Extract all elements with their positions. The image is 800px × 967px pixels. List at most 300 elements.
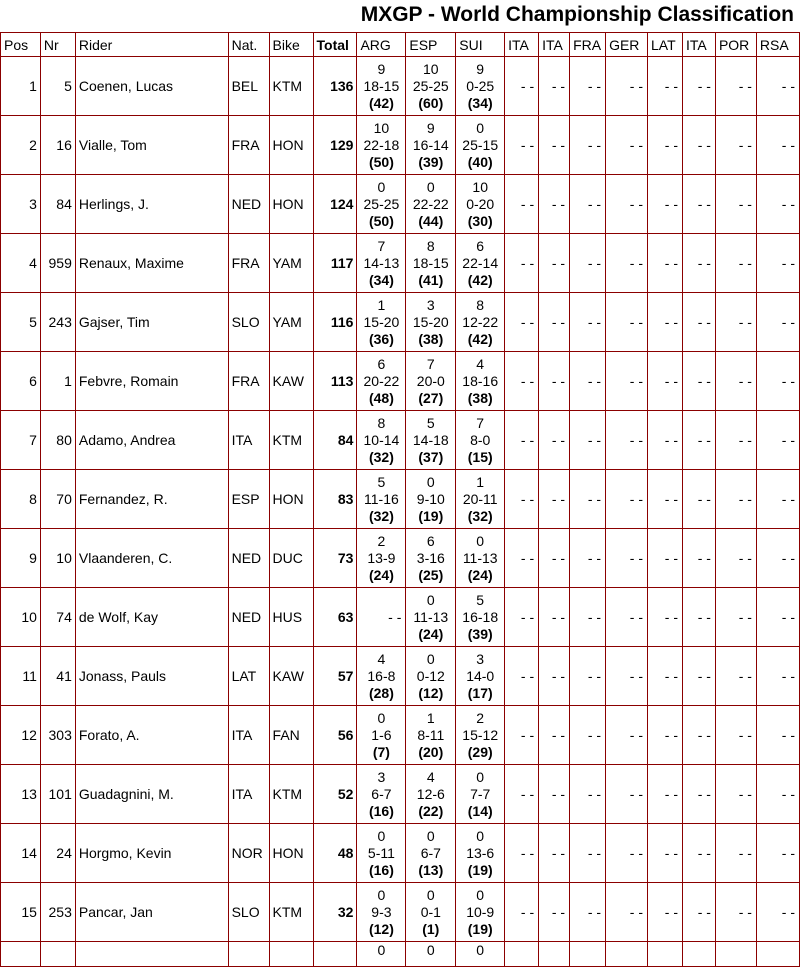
race-rank: 8 <box>426 237 435 254</box>
heat-points: 0-1 <box>420 903 441 920</box>
future-race-cell: - - <box>682 352 715 411</box>
race-rank: 0 <box>476 119 485 136</box>
race-result-cell <box>406 470 456 529</box>
column-header: ITA <box>682 33 715 57</box>
empty-cell <box>40 942 75 967</box>
heat-points: 20-0 <box>416 372 445 389</box>
race-result-cell <box>456 293 505 352</box>
race-points: (38) <box>418 330 444 347</box>
pos-cell: 1 <box>1 57 41 116</box>
future-race-cell: - - <box>682 883 715 942</box>
race-rank: 9 <box>426 119 435 136</box>
heat-points: 15-20 <box>363 313 400 330</box>
bike-cell: KTM <box>269 765 313 824</box>
race-result-cell <box>456 883 505 942</box>
number-cell: 74 <box>40 588 75 647</box>
pos-cell: 6 <box>1 352 41 411</box>
race-points: (32) <box>368 448 394 465</box>
race-result-cell <box>357 529 406 588</box>
race-points: (12) <box>368 920 394 937</box>
pos-cell: 10 <box>1 588 41 647</box>
future-race-cell: - - <box>539 883 570 942</box>
heat-points: 11-13 <box>462 549 498 566</box>
race-rank: 7 <box>476 414 485 431</box>
race-points: (29) <box>467 743 493 760</box>
future-race-cell: - - <box>606 706 648 765</box>
future-race-cell: - - <box>648 470 683 529</box>
future-race-cell: - - <box>756 175 799 234</box>
race-result-cell <box>357 647 406 706</box>
heat-points: 8-11 <box>417 726 445 743</box>
future-race-cell: - - <box>570 470 606 529</box>
race-points: (48) <box>368 389 394 406</box>
race-points: (60) <box>418 94 444 111</box>
future-race-cell: - - <box>570 234 606 293</box>
rider-cell: Herlings, J. <box>75 175 228 234</box>
race-result-cell <box>357 824 406 883</box>
future-race-cell: - - <box>756 883 799 942</box>
column-header: Total <box>313 33 357 57</box>
future-race-cell: - - <box>715 883 756 942</box>
future-race-cell: - - <box>682 765 715 824</box>
total-cell: 57 <box>313 647 357 706</box>
heat-points: 16-8 <box>367 667 396 684</box>
future-race-cell: - - <box>715 293 756 352</box>
empty-cell <box>756 942 799 967</box>
future-race-cell: - - <box>648 765 683 824</box>
race-points: (34) <box>467 94 493 111</box>
race-points: (30) <box>467 212 493 229</box>
nationality-cell: ITA <box>228 411 269 470</box>
pos-cell: 11 <box>1 647 41 706</box>
race-rank: 0 <box>426 178 435 195</box>
future-race-cell: - - <box>539 706 570 765</box>
bike-cell: KTM <box>269 883 313 942</box>
nationality-cell: SLO <box>228 883 269 942</box>
future-race-cell: - - <box>715 706 756 765</box>
future-race-cell: - - <box>715 470 756 529</box>
future-race-cell: - - <box>756 116 799 175</box>
race-points: (19) <box>467 920 493 937</box>
heat-points: 0-20 <box>466 195 495 212</box>
race-result-cell <box>406 411 456 470</box>
future-race-cell: - - <box>539 529 570 588</box>
future-race-cell: - - <box>606 411 648 470</box>
table-row <box>1 824 800 883</box>
future-race-cell: - - <box>756 57 799 116</box>
table-row <box>1 529 800 588</box>
heat-points: 6-7 <box>420 844 441 861</box>
empty-cell <box>228 942 269 967</box>
heat-points: 20-11 <box>462 490 498 507</box>
race-rank: 3 <box>377 768 386 785</box>
race-rank: 8 <box>476 296 485 313</box>
race-rank: 0 <box>426 942 435 958</box>
race-result-cell <box>357 883 406 942</box>
race-result-cell <box>456 116 505 175</box>
future-race-cell: - - <box>756 588 799 647</box>
pos-cell: 4 <box>1 234 41 293</box>
future-race-cell: - - <box>570 706 606 765</box>
empty-cell <box>505 942 539 967</box>
table-row <box>1 647 800 706</box>
race-points: (40) <box>467 153 493 170</box>
future-race-cell: - - <box>539 57 570 116</box>
race-points: (42) <box>467 271 493 288</box>
future-race-cell: - - <box>570 529 606 588</box>
race-rank: 1 <box>426 709 435 726</box>
heat-points: 15-12 <box>462 726 499 743</box>
race-points: (37) <box>418 448 444 465</box>
race-points: (42) <box>368 94 394 111</box>
nationality-cell: FRA <box>228 116 269 175</box>
future-race-cell: - - <box>606 588 648 647</box>
future-race-cell: - - <box>539 470 570 529</box>
race-result-cell <box>406 765 456 824</box>
race-rank: 9 <box>377 60 386 77</box>
race-result-cell <box>406 529 456 588</box>
race-points: (12) <box>418 684 444 701</box>
future-race-cell: - - <box>715 765 756 824</box>
race-result-cell <box>406 706 456 765</box>
race-points: (14) <box>467 802 493 819</box>
race-rank: 0 <box>377 709 386 726</box>
nationality-cell: FRA <box>228 234 269 293</box>
bike-cell: KAW <box>269 352 313 411</box>
future-race-cell: - - <box>756 234 799 293</box>
race-points: (19) <box>418 507 444 524</box>
race-rank: 0 <box>476 827 485 844</box>
bike-cell: KTM <box>269 57 313 116</box>
table-row <box>1 175 800 234</box>
nationality-cell: FRA <box>228 352 269 411</box>
race-result-cell <box>456 175 505 234</box>
race-result-cell <box>456 647 505 706</box>
race-points: (34) <box>368 271 394 288</box>
future-race-cell: - - <box>648 706 683 765</box>
pos-cell: 8 <box>1 470 41 529</box>
race-points: (38) <box>467 389 493 406</box>
future-race-cell: - - <box>648 588 683 647</box>
future-race-cell: - - <box>539 647 570 706</box>
race-result-cell <box>357 293 406 352</box>
race-result-cell <box>456 824 505 883</box>
empty-cell <box>269 942 313 967</box>
table-row <box>1 470 800 529</box>
table-row <box>1 293 800 352</box>
rider-cell: Vlaanderen, C. <box>75 529 228 588</box>
heat-points: 20-22 <box>363 372 400 389</box>
heat-points: 9-10 <box>416 490 445 507</box>
race-points: (17) <box>467 684 493 701</box>
table-row <box>1 411 800 470</box>
race-points: (24) <box>418 625 444 642</box>
heat-points: 18-15 <box>363 77 400 94</box>
future-race-cell: - - <box>505 116 539 175</box>
future-race-cell: - - <box>648 234 683 293</box>
rider-cell: Vialle, Tom <box>75 116 228 175</box>
number-cell: 70 <box>40 470 75 529</box>
rider-cell: Forato, A. <box>75 706 228 765</box>
future-race-cell: - - <box>756 470 799 529</box>
race-points: (20) <box>418 743 444 760</box>
pos-cell: 7 <box>1 411 41 470</box>
nationality-cell: NED <box>228 175 269 234</box>
table-row <box>1 57 800 116</box>
race-rank: 0 <box>377 178 386 195</box>
future-race-cell: - - <box>682 706 715 765</box>
empty-cell <box>682 942 715 967</box>
future-race-cell: - - <box>682 175 715 234</box>
empty-cell <box>570 942 606 967</box>
future-race-cell: - - <box>682 116 715 175</box>
future-race-cell: - - <box>756 706 799 765</box>
future-race-cell: - - <box>606 765 648 824</box>
heat-points: 22-18 <box>363 136 400 153</box>
pos-cell: 14 <box>1 824 41 883</box>
future-race-cell: - - <box>505 647 539 706</box>
heat-points: 9-3 <box>371 903 392 920</box>
future-race-cell: - - <box>715 647 756 706</box>
race-result-cell <box>357 175 406 234</box>
race-result-cell <box>456 234 505 293</box>
race-points: (19) <box>467 861 493 878</box>
future-race-cell: - - <box>505 470 539 529</box>
future-race-cell: - - <box>539 765 570 824</box>
nationality-cell: LAT <box>228 647 269 706</box>
column-header: ESP <box>406 33 456 57</box>
race-rank: 0 <box>426 886 435 903</box>
future-race-cell: - - <box>715 824 756 883</box>
empty-race-cell: - - <box>357 588 406 647</box>
number-cell: 16 <box>40 116 75 175</box>
nationality-cell: ESP <box>228 470 269 529</box>
heat-points: 11-16 <box>364 490 399 507</box>
race-points: (39) <box>467 625 493 642</box>
heat-points: 5-11 <box>367 844 395 861</box>
race-points: (7) <box>372 743 390 760</box>
table-row <box>1 706 800 765</box>
race-rank: 0 <box>426 591 435 608</box>
bike-cell: KAW <box>269 647 313 706</box>
future-race-cell: - - <box>570 175 606 234</box>
race-points: (13) <box>418 861 444 878</box>
rider-cell: Febvre, Romain <box>75 352 228 411</box>
future-race-cell: - - <box>648 824 683 883</box>
race-rank: 5 <box>426 414 435 431</box>
race-points: (24) <box>467 566 493 583</box>
race-rank: 6 <box>377 355 386 372</box>
future-race-cell: - - <box>648 57 683 116</box>
number-cell: 41 <box>40 647 75 706</box>
column-header: GER <box>606 33 648 57</box>
race-rank: 6 <box>476 237 485 254</box>
future-race-cell: - - <box>505 293 539 352</box>
race-rank: 5 <box>377 473 386 490</box>
race-rank: 5 <box>476 591 485 608</box>
future-race-cell: - - <box>606 175 648 234</box>
race-result-cell <box>456 529 505 588</box>
race-rank: 0 <box>426 473 435 490</box>
race-points: (16) <box>368 802 394 819</box>
total-cell: 117 <box>313 234 357 293</box>
future-race-cell: - - <box>606 883 648 942</box>
column-header: FRA <box>570 33 606 57</box>
table-row <box>1 234 800 293</box>
future-race-cell: - - <box>715 588 756 647</box>
empty-cell <box>1 942 41 967</box>
future-race-cell: - - <box>505 588 539 647</box>
race-points: (50) <box>368 153 394 170</box>
rider-cell: Pancar, Jan <box>75 883 228 942</box>
future-race-cell: - - <box>756 765 799 824</box>
heat-points: 1-6 <box>371 726 392 743</box>
race-points: (42) <box>467 330 493 347</box>
future-race-cell: - - <box>539 352 570 411</box>
rider-cell: Fernandez, R. <box>75 470 228 529</box>
heat-points: 8-0 <box>470 431 491 448</box>
number-cell: 80 <box>40 411 75 470</box>
race-points: (39) <box>418 153 444 170</box>
future-race-cell: - - <box>570 765 606 824</box>
future-race-cell: - - <box>570 116 606 175</box>
future-race-cell: - - <box>715 529 756 588</box>
heat-points: 25-25 <box>412 77 449 94</box>
future-race-cell: - - <box>539 588 570 647</box>
header-row <box>1 33 800 57</box>
race-rank: 4 <box>377 650 386 667</box>
race-rank: 7 <box>426 355 435 372</box>
race-result-cell <box>406 352 456 411</box>
bike-cell: HON <box>269 175 313 234</box>
race-rank: 4 <box>476 355 485 372</box>
total-cell: 73 <box>313 529 357 588</box>
number-cell: 101 <box>40 765 75 824</box>
race-rank: 3 <box>426 296 435 313</box>
future-race-cell: - - <box>682 293 715 352</box>
future-race-cell: - - <box>606 470 648 529</box>
race-rank: 2 <box>476 709 485 726</box>
future-race-cell: - - <box>570 883 606 942</box>
heat-points: 12-22 <box>462 313 499 330</box>
future-race-cell: - - <box>682 647 715 706</box>
pos-cell: 5 <box>1 293 41 352</box>
race-points: (44) <box>418 212 444 229</box>
number-cell: 5 <box>40 57 75 116</box>
total-cell: 83 <box>313 470 357 529</box>
future-race-cell: - - <box>648 352 683 411</box>
number-cell: 1 <box>40 352 75 411</box>
rider-cell: Horgmo, Kevin <box>75 824 228 883</box>
race-result-cell <box>406 175 456 234</box>
column-header: Rider <box>75 33 228 57</box>
column-header: RSA <box>756 33 799 57</box>
heat-points: 13-6 <box>466 844 495 861</box>
future-race-cell: - - <box>715 57 756 116</box>
heat-points: 7-7 <box>470 785 491 802</box>
future-race-cell: - - <box>715 234 756 293</box>
total-cell: 113 <box>313 352 357 411</box>
future-race-cell: - - <box>682 824 715 883</box>
nationality-cell: BEL <box>228 57 269 116</box>
future-race-cell: - - <box>682 588 715 647</box>
race-rank: 10 <box>472 178 488 195</box>
heat-points: 14-0 <box>466 667 495 684</box>
race-points: (24) <box>368 566 394 583</box>
table-row <box>1 883 800 942</box>
future-race-cell: - - <box>606 234 648 293</box>
future-race-cell: - - <box>539 293 570 352</box>
heat-points: 13-9 <box>367 549 396 566</box>
race-result-cell <box>357 942 406 967</box>
number-cell: 84 <box>40 175 75 234</box>
heat-points: 25-25 <box>363 195 400 212</box>
heat-points: 14-18 <box>412 431 449 448</box>
future-race-cell: - - <box>756 824 799 883</box>
race-result-cell <box>357 57 406 116</box>
total-cell: 84 <box>313 411 357 470</box>
nationality-cell: ITA <box>228 706 269 765</box>
race-rank: 10 <box>373 119 390 136</box>
race-points: (50) <box>368 212 394 229</box>
race-result-cell <box>456 706 505 765</box>
bike-cell: YAM <box>269 234 313 293</box>
pos-cell: 3 <box>1 175 41 234</box>
pos-cell: 2 <box>1 116 41 175</box>
rider-cell: Guadagnini, M. <box>75 765 228 824</box>
total-cell: 48 <box>313 824 357 883</box>
race-points: (36) <box>368 330 394 347</box>
table-row <box>1 765 800 824</box>
page-title: MXGP - World Championship Classification <box>360 3 794 26</box>
race-rank: 7 <box>377 237 386 254</box>
future-race-cell: - - <box>505 883 539 942</box>
future-race-cell: - - <box>570 352 606 411</box>
empty-cell <box>606 942 648 967</box>
race-result-cell <box>456 942 505 967</box>
future-race-cell: - - <box>648 175 683 234</box>
race-points: (1) <box>422 920 440 937</box>
future-race-cell: - - <box>606 647 648 706</box>
future-race-cell: - - <box>505 57 539 116</box>
pos-cell: 15 <box>1 883 41 942</box>
future-race-cell: - - <box>756 293 799 352</box>
race-rank: 4 <box>426 768 435 785</box>
future-race-cell: - - <box>606 57 648 116</box>
empty-cell <box>648 942 683 967</box>
empty-cell <box>313 942 357 967</box>
column-header: ARG <box>357 33 406 57</box>
race-rank: 0 <box>377 886 386 903</box>
race-result-cell <box>357 116 406 175</box>
nationality-cell: NED <box>228 529 269 588</box>
future-race-cell: - - <box>682 470 715 529</box>
table-row <box>1 116 800 175</box>
heat-points: 10-14 <box>363 431 400 448</box>
heat-points: 12-6 <box>416 785 445 802</box>
table-body <box>1 57 800 967</box>
race-result-cell <box>456 57 505 116</box>
classification-table <box>0 32 800 967</box>
bike-cell: HON <box>269 824 313 883</box>
heat-points: 0-25 <box>466 77 495 94</box>
column-header: POR <box>715 33 756 57</box>
number-cell: 303 <box>40 706 75 765</box>
race-result-cell <box>406 647 456 706</box>
column-header: Bike <box>269 33 313 57</box>
future-race-cell: - - <box>539 116 570 175</box>
heat-points: 14-13 <box>363 254 400 271</box>
